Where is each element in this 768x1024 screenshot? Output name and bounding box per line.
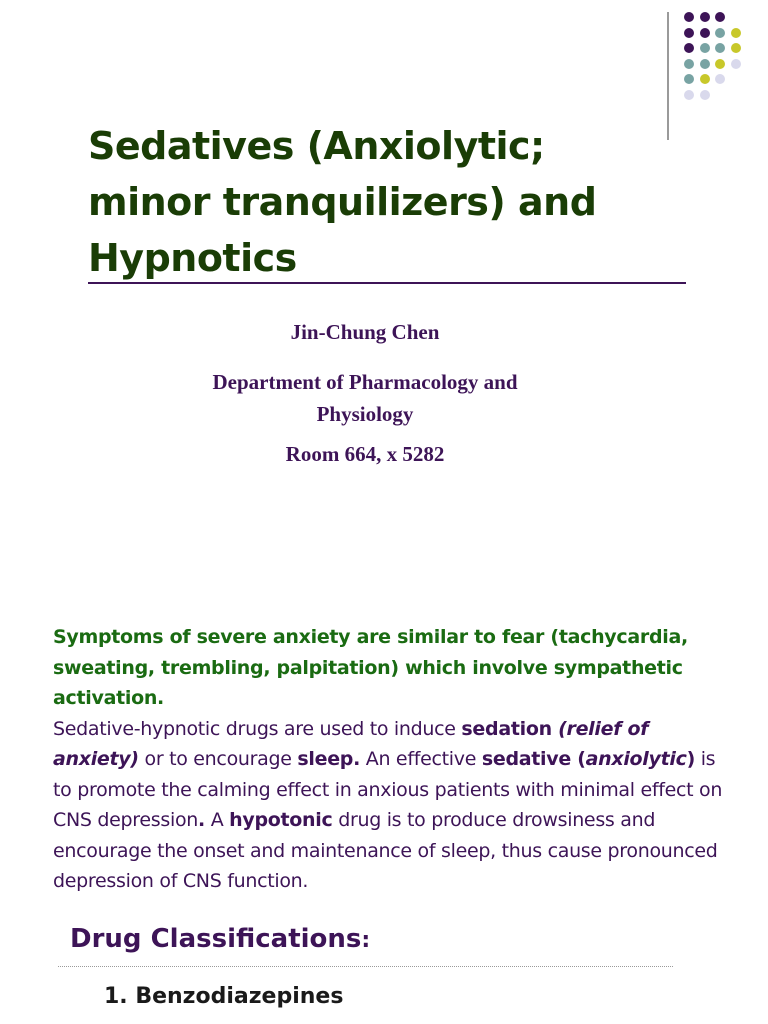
decorative-dot [731,59,741,69]
decorative-dot [700,59,710,69]
decorative-dot [700,74,710,84]
heading-text: Drug Classifications [70,924,362,954]
title-underline [88,282,686,284]
decorative-dot [715,43,725,53]
term-sleep: sleep. [297,748,361,770]
description-text [53,718,722,893]
text-run: . [198,809,205,831]
decorative-dot [715,59,725,69]
body-paragraph [53,622,733,897]
decorative-dot [684,28,694,38]
author-name: Jin-Chung Chen [290,320,440,344]
department-line: Physiology [316,402,414,426]
title-line: minor tranquilizers) and [88,180,597,224]
decorative-dot [715,12,725,22]
term-sedative: sedative [481,748,571,770]
text-run: Sedative-hypnotic drugs are used to induce [53,717,462,740]
text-run: A [204,809,230,831]
text-run: drug is to produce drowsiness and encourage the onset and maintenance of sleep, thus cause pronounced depression of CNS function. [53,809,718,892]
decorative-dot [700,43,710,53]
term-hypotonic: hypotonic [229,809,333,831]
decorative-dot [684,90,694,100]
text-run: ( [570,748,586,770]
decorative-dot [684,12,694,22]
department-line: Department of Pharmacology and [212,370,518,394]
decorative-dot [684,74,694,84]
author-room: Room 664, x 5282 [285,442,445,466]
decorative-dot [700,12,710,22]
title-line: Hypnotics [88,236,297,280]
decorative-dot [700,90,710,100]
text-run: An effective [360,748,482,770]
author-department [100,366,630,430]
decorative-dot [684,43,694,53]
list-item: 1. Benzodiazepines [104,984,344,1009]
decorative-dot [731,28,741,38]
title-line: Sedatives (Anxiolytic; [88,124,545,168]
decorative-dot [700,28,710,38]
text-run: ) [686,748,695,770]
slide-title [88,118,688,286]
term-sedation: sedation [461,717,552,740]
decorative-dot [684,59,694,69]
symptoms-text: Symptoms of severe anxiety are similar to fear (tachycardia, sweating, trembling, palpitation) which involve sympathetic activation. [53,626,688,709]
heading-colon: : [361,928,371,953]
decorative-dot [715,74,725,84]
text-run: or to encourage [138,748,298,770]
text-run: is to promote the calming effect in anxious patients with minimal effect on CNS depression [53,748,723,831]
decorative-dot [731,43,741,53]
term-anxiolytic: anxiolytic [585,748,687,770]
decorative-dot [715,28,725,38]
dotted-divider [58,966,673,967]
section-heading [70,924,370,954]
term-relief-of-anxiety: (relief of anxiety) [53,717,649,770]
